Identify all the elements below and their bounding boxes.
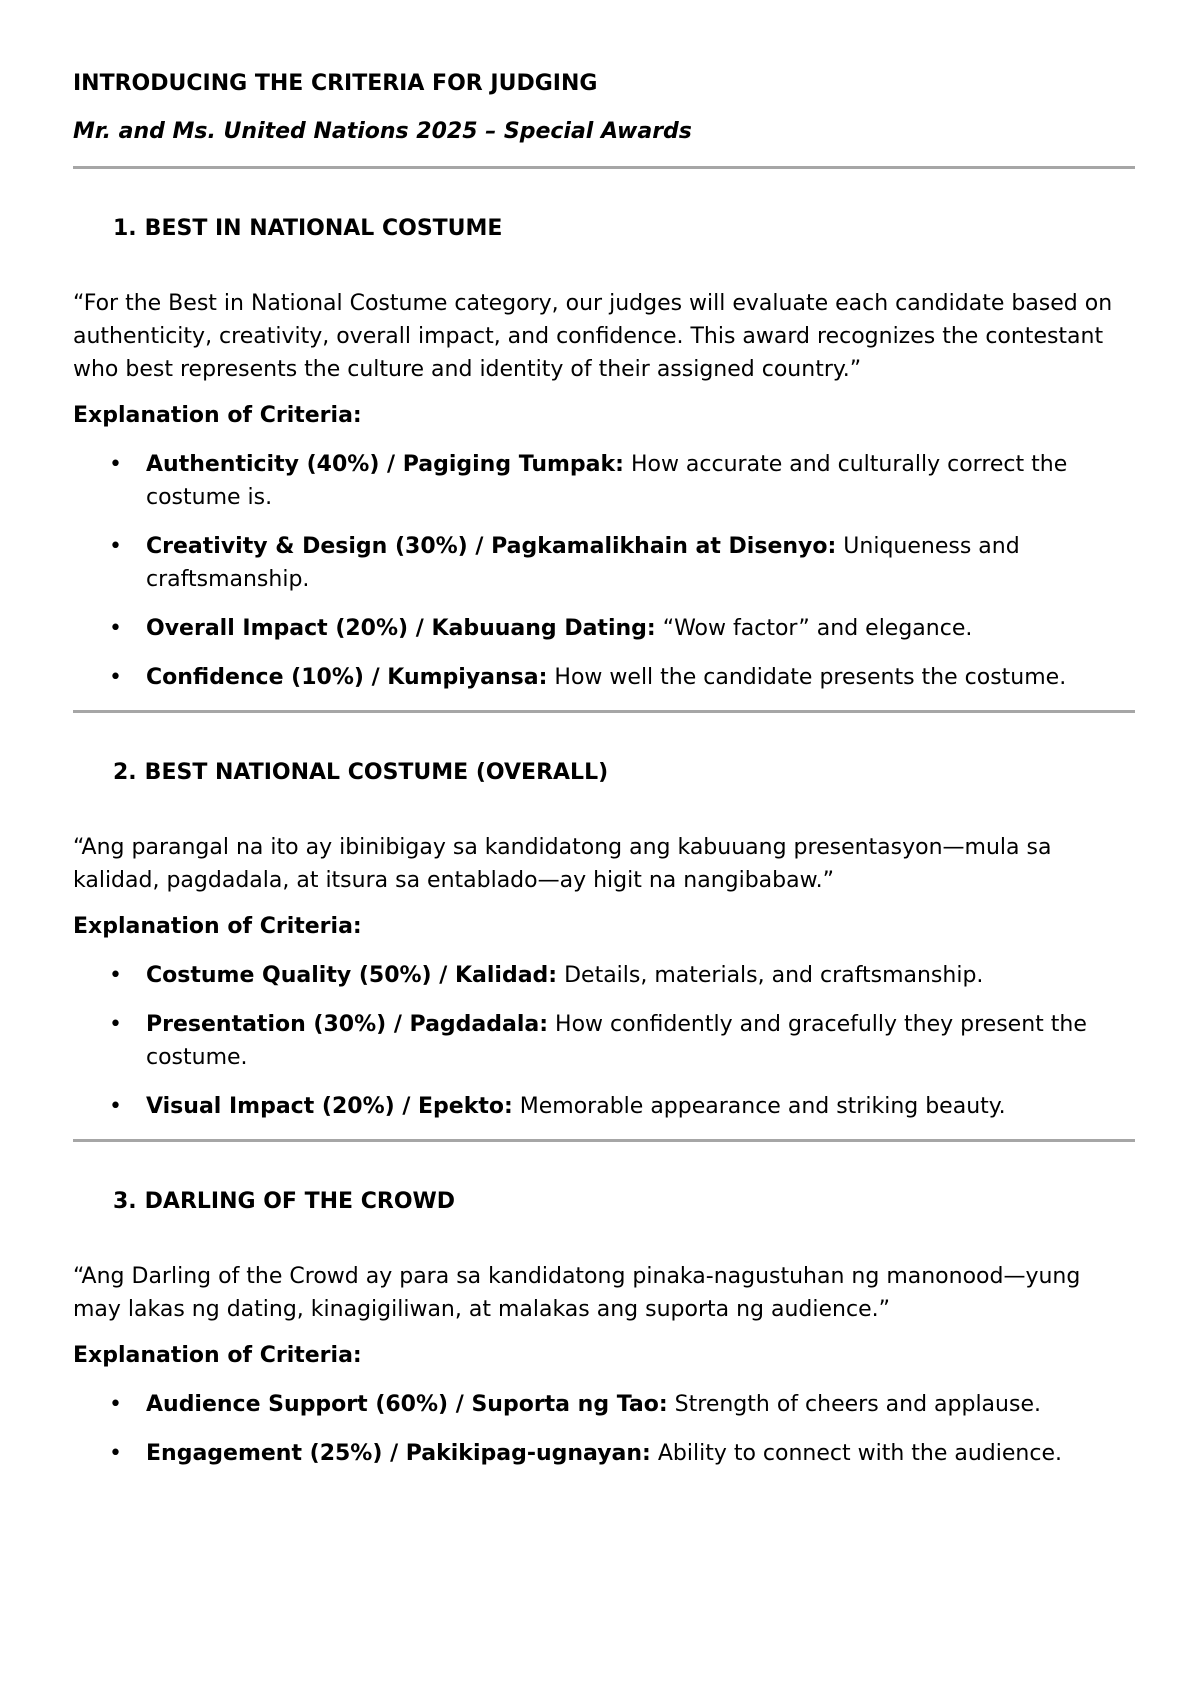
criteria-item xyxy=(73,1090,1135,1123)
criteria-description: Ability to connect with the audience. xyxy=(650,1441,1062,1466)
criteria-description: How well the candidate presents the costume. xyxy=(547,665,1067,690)
section-number: 2. xyxy=(113,760,137,785)
criteria-description: Details, materials, and craftsmanship. xyxy=(557,963,984,988)
section-heading xyxy=(113,759,1135,787)
criteria-term: Overall Impact (20%) / Kabuuang Dating: xyxy=(146,616,656,641)
criteria-item xyxy=(73,1437,1135,1470)
section-quote: “Ang Darling of the Crowd ay para sa kandidatong pinaka-nagustuhan ng manonood—yung may lakas ng dating, kinagigiliwan, at malakas ang suporta ng audience.” xyxy=(73,1264,1081,1322)
section-quote: “For the Best in National Costume category, our judges will evaluate each candidate based on authenticity, creativity, overall impact, and confidence. This award recognizes the contestant who best represents the culture and identity of their assigned country.” xyxy=(73,291,1113,382)
section-best-in-national-costume xyxy=(73,215,1135,694)
criteria-term: Visual Impact (20%) / Epekto: xyxy=(146,1094,513,1119)
criteria-term: Audience Support (60%) / Suporta ng Tao: xyxy=(146,1392,668,1417)
section-best-national-costume-overall xyxy=(73,759,1135,1123)
document-page xyxy=(73,70,1135,1486)
criteria-term: Engagement (25%) / Pakikipag-ugnayan: xyxy=(146,1441,651,1466)
bullet-icon: • xyxy=(109,1392,122,1417)
criteria-description: How accurate and culturally correct the costume is. xyxy=(146,452,1068,510)
horizontal-rule xyxy=(73,166,1135,169)
bullet-icon: • xyxy=(109,534,122,559)
criteria-list xyxy=(73,1388,1135,1470)
criteria-description: How confidently and gracefully they present the costume. xyxy=(146,1012,1087,1070)
bullet-icon: • xyxy=(109,616,122,641)
criteria-list xyxy=(73,448,1135,694)
criteria-term: Costume Quality (50%) / Kalidad: xyxy=(146,963,558,988)
bullet-icon: • xyxy=(109,665,122,690)
criteria-description: Uniqueness and craftsmanship. xyxy=(146,534,1020,592)
criteria-term: Presentation (30%) / Pagdadala: xyxy=(146,1012,549,1037)
criteria-item xyxy=(73,959,1135,992)
explanation-label: Explanation of Criteria: xyxy=(73,1343,362,1368)
bullet-icon: • xyxy=(109,452,122,477)
criteria-description: Memorable appearance and striking beauty. xyxy=(512,1094,1006,1119)
bullet-icon: • xyxy=(109,963,122,988)
bullet-icon: • xyxy=(109,1441,122,1466)
section-heading xyxy=(113,215,1135,243)
explanation-label: Explanation of Criteria: xyxy=(73,914,362,939)
criteria-list xyxy=(73,959,1135,1123)
criteria-term: Authenticity (40%) / Pagiging Tumpak: xyxy=(146,452,624,477)
criteria-description: “Wow factor” and elegance. xyxy=(655,616,973,641)
criteria-item xyxy=(73,1008,1135,1074)
criteria-term: Confidence (10%) / Kumpiyansa: xyxy=(146,665,548,690)
document-subtitle: Mr. and Ms. United Nations 2025 – Special Awards xyxy=(73,119,692,144)
criteria-item xyxy=(73,530,1135,596)
horizontal-rule xyxy=(73,1139,1135,1142)
criteria-item xyxy=(73,661,1135,694)
section-number: 1. xyxy=(113,216,137,241)
section-title: DARLING OF THE CROWD xyxy=(144,1189,456,1214)
explanation-label: Explanation of Criteria: xyxy=(73,403,362,428)
criteria-item xyxy=(73,1388,1135,1421)
criteria-item xyxy=(73,448,1135,514)
document-title: INTRODUCING THE CRITERIA FOR JUDGING xyxy=(73,71,598,96)
criteria-description: Strength of cheers and applause. xyxy=(667,1392,1041,1417)
bullet-icon: • xyxy=(109,1012,122,1037)
section-quote: “Ang parangal na ito ay ibinibigay sa kandidatong ang kabuuang presentasyon—mula sa kalidad, pagdadala, at itsura sa entablado—ay higit na nangibabaw.” xyxy=(73,835,1052,893)
section-number: 3. xyxy=(113,1189,137,1214)
bullet-icon: • xyxy=(109,1094,122,1119)
section-title: BEST NATIONAL COSTUME (OVERALL) xyxy=(144,760,609,785)
section-title: BEST IN NATIONAL COSTUME xyxy=(144,216,503,241)
horizontal-rule xyxy=(73,710,1135,713)
section-heading xyxy=(113,1188,1135,1216)
criteria-item xyxy=(73,612,1135,645)
section-darling-of-the-crowd xyxy=(73,1188,1135,1470)
criteria-term: Creativity & Design (30%) / Pagkamalikhain at Disenyo: xyxy=(146,534,837,559)
